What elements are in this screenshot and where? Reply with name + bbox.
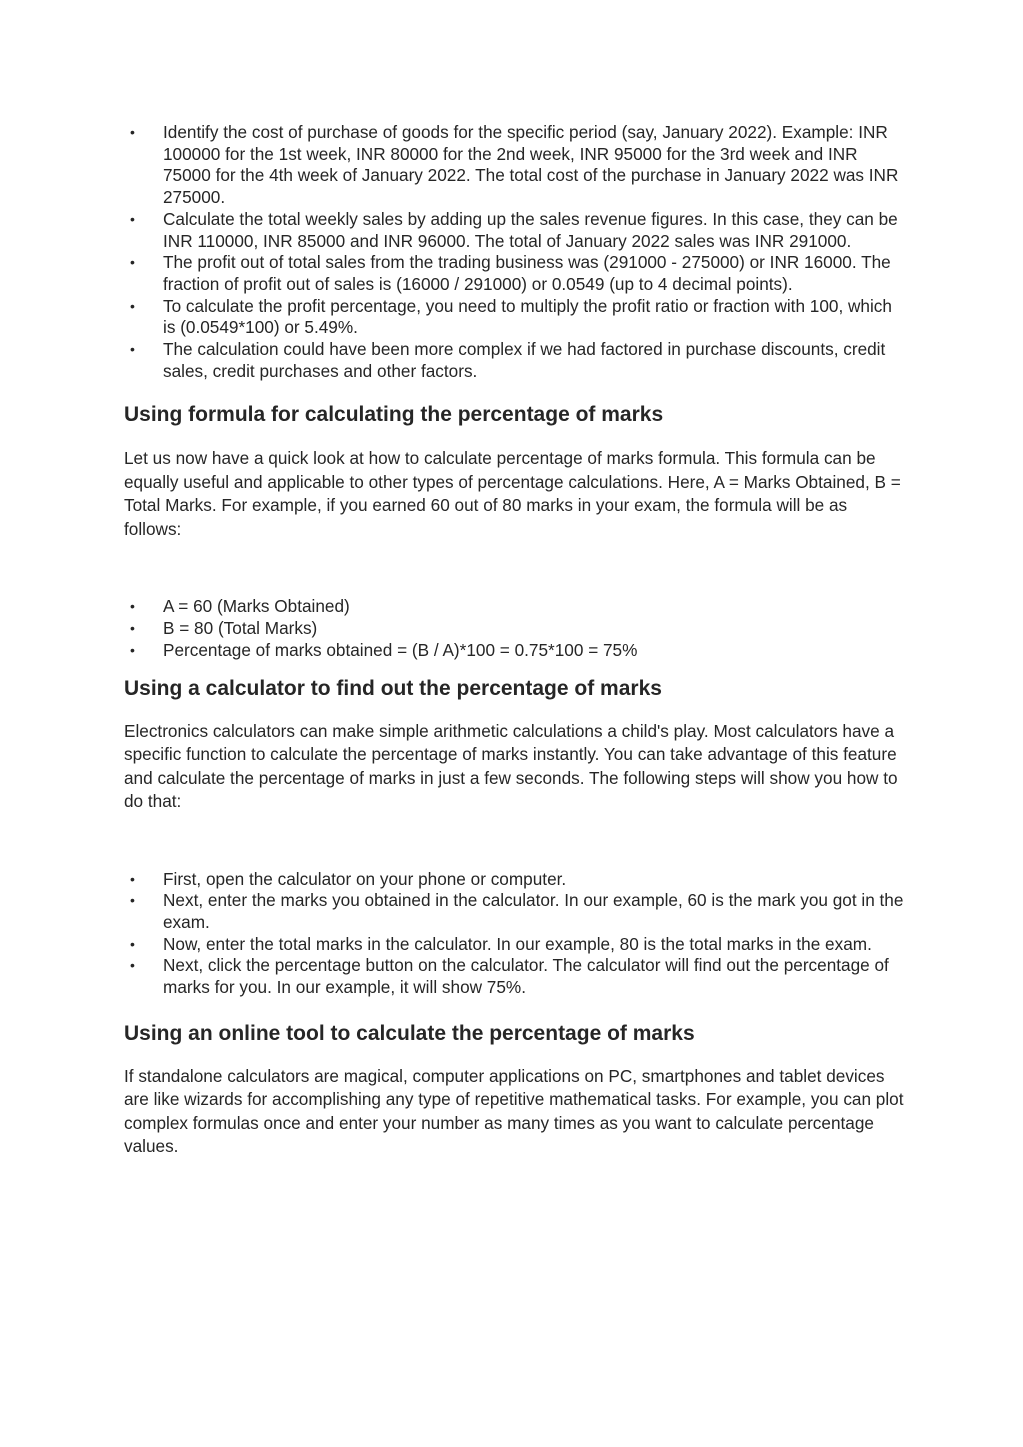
list-item	[124, 640, 904, 662]
document-page	[124, 122, 904, 1159]
list-item	[124, 934, 904, 956]
bullet-icon: •	[130, 870, 135, 887]
section-paragraph-formula: Let us now have a quick look at how to calculate percentage of marks formula. This formula can be equally useful and applicable to other types of percentage calculations. Here, A = Marks Obtained, B = Total Marks. For example, if you earned 60 out of 80 marks in your exam, the formula will be as follows:	[124, 448, 901, 539]
section-paragraph-calculator: Electronics calculators can make simple arithmetic calculations a child's play. Most calculators have a specific function to calculate the percentage of marks instantly. You can take advantage of this feature and calculate the percentage of marks in just a few seconds. The following steps will show you how to do that:	[124, 720, 898, 812]
list-item	[124, 339, 904, 382]
list-item-text: Next, click the percentage button on the calculator. The calculator will find out the percentage of marks for you. In our example, it will show 75%.	[163, 955, 889, 998]
bullet-icon: •	[130, 935, 135, 952]
bullet-icon: •	[130, 341, 135, 358]
bullet-icon: •	[130, 641, 135, 658]
bullet-icon: •	[130, 297, 135, 314]
section-heading-online-tool: Using an online tool to calculate the percentage of marks	[124, 1021, 695, 1045]
list-item	[124, 618, 904, 640]
list-item-text: First, open the calculator on your phone or computer.	[163, 868, 567, 889]
bullet-icon: •	[130, 620, 135, 637]
list-item	[124, 955, 904, 998]
list-item-text: Next, enter the marks you obtained in the calculator. In our example, 60 is the mark you got in the exam.	[163, 890, 904, 932]
list-item	[124, 209, 904, 252]
list-item-text: A = 60 (Marks Obtained)	[163, 596, 350, 617]
bullet-icon: •	[130, 957, 135, 974]
bullet-icon: •	[130, 892, 135, 909]
list-item-text: The profit out of total sales from the trading business was (291000 - 275000) or INR 16000. The fraction of profit out of sales is (16000 / 291000) or 0.0549 (up to 4 decimal points).	[163, 252, 891, 294]
profit-steps-list	[124, 122, 904, 382]
section-paragraph-online-tool: If standalone calculators are magical, computer applications on PC, smartphones and tablet devices are like wizards for accomplishing any type of repetitive mathematical tasks. For example, you can plot complex formulas once and enter your number as many times as you want to calculate percentage values.	[124, 1065, 904, 1157]
formula-list	[124, 596, 904, 661]
list-item-text: The calculation could have been more complex if we had factored in purchase discounts, credit sales, credit purchases and other factors.	[163, 339, 886, 381]
calculator-steps-list	[124, 869, 904, 999]
list-item	[124, 296, 904, 339]
bullet-icon: •	[130, 210, 135, 227]
section-heading-formula: Using formula for calculating the percentage of marks	[124, 403, 664, 427]
bullet-icon: •	[130, 254, 135, 271]
list-item-text: Calculate the total weekly sales by adding up the sales revenue figures. In this case, they can be INR 110000, INR 85000 and INR 96000. The total of January 2022 sales was INR 291000.	[163, 208, 898, 251]
list-item	[124, 122, 904, 209]
list-item	[124, 596, 904, 618]
list-item-text: B = 80 (Total Marks)	[163, 618, 318, 639]
list-item	[124, 890, 904, 933]
list-item	[124, 252, 904, 295]
bullet-icon: •	[130, 598, 135, 615]
list-item-text: To calculate the profit percentage, you need to multiply the profit ratio or fraction with 100, which is (0.0549*100) or 5.49%.	[163, 295, 892, 338]
list-item-text: Now, enter the total marks in the calculator. In our example, 80 is the total marks in the exam.	[163, 933, 872, 954]
section-heading-calculator: Using a calculator to find out the percentage of marks	[124, 676, 662, 700]
list-item-text: Percentage of marks obtained = (B / A)*100 = 0.75*100 = 75%	[163, 639, 638, 660]
list-item-text: Identify the cost of purchase of goods for the specific period (say, January 2022). Example: INR 100000 for the 1st week, INR 80000 for the 2nd week, INR 95000 for the 3rd week and INR 75000 for the 4th week of January 2022. The total cost of the purchase in January 2022 was INR 275000.	[163, 122, 899, 208]
list-item	[124, 869, 904, 891]
bullet-icon: •	[130, 124, 135, 140]
